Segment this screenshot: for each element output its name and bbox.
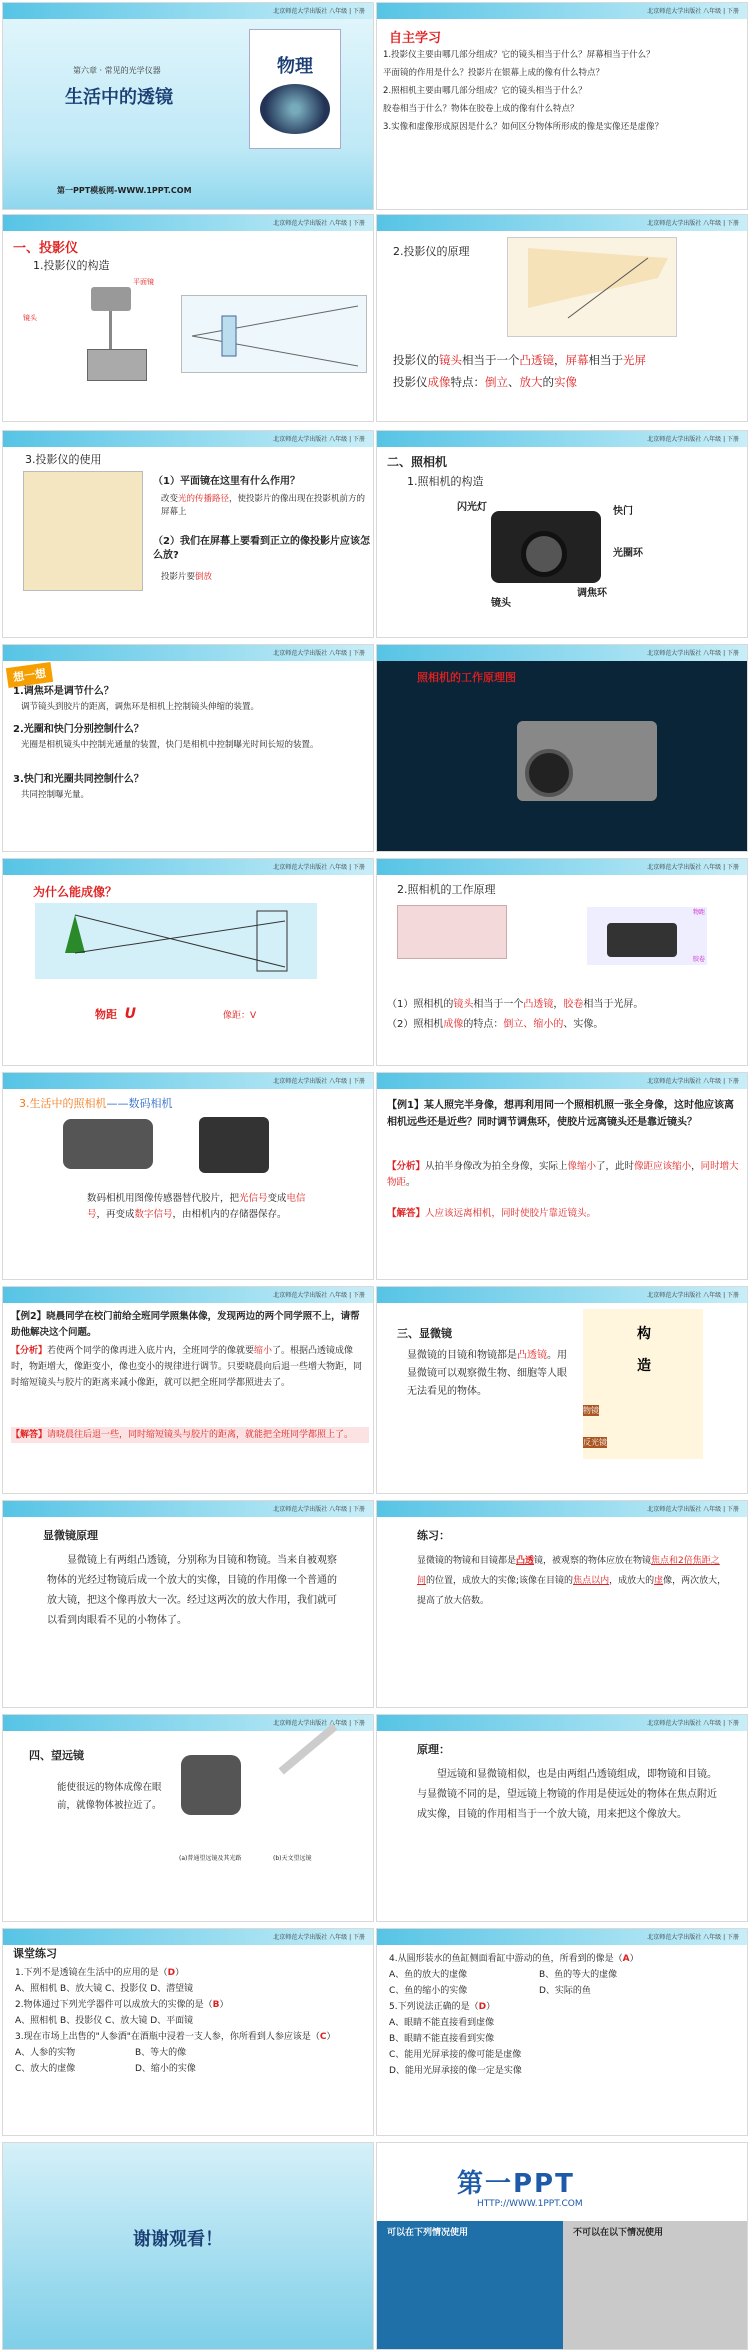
slide-header: 北京师范大学出版社 八年级 | 下册 xyxy=(273,650,365,657)
class-exercise-questions: 1.下列不是透镜在生活中的应用的是（D） A、照相机 B、放大镜 C、投影仪 D、潜望镜 2.物体通过下列光学器件可以成放大的实像的是（B） A、照相机 B、投影仪 C、放大镜 D、平面镜 3.现在市场上出售的"人参酒"在酒瓶中浸着一支人参，你所看到人参应该是（C） A、人参的实物 B、等大的像 C、放大的虚像 D、缩小的实像 xyxy=(15,1968,336,2074)
slide-telescope[interactable] xyxy=(2,1714,374,1922)
slide-camera-principle[interactable] xyxy=(376,858,748,1066)
usage-q1: （1）平面镜在这里有什么作用？ xyxy=(153,476,300,487)
digital-text: 数码相机用图像传感器替代胶片，把光信号变成电信号，再变成数字信号，由相机内的存储器保存。 xyxy=(87,1193,306,1220)
slide-class-exercise-2[interactable] xyxy=(376,1928,748,2136)
telescope-text: 能使很远的物体成像在眼前，就像物体被拉近了。 xyxy=(57,1782,162,1811)
camera-light-diagram xyxy=(397,905,507,959)
microscope-text: 显微镜的目镜和物镜都是凸透镜。用显微镜可以观察微生物、细胞等人眼无法看见的物体。 xyxy=(407,1350,567,1397)
self-study-title: 自主学习 xyxy=(389,31,442,46)
forbidden-heading: 不可以在以下情况使用 xyxy=(573,2228,664,2238)
think-q2: 2.光圈和快门分别控制什么？ xyxy=(13,724,144,735)
slide-projector-usage[interactable] xyxy=(2,430,374,638)
tag-object-distance: 物距 xyxy=(692,909,705,916)
principle-text: 投影仪的镜头相当于一个凸透镜，屏幕相当于光屏 投影仪成像特点：倒立、放大的实像 xyxy=(393,353,646,389)
exercise-title: 练习： xyxy=(417,1529,450,1542)
caption-telescope: (b)天文望远镜 xyxy=(273,1855,312,1862)
think-a3: 共同控制曝光量。 xyxy=(21,790,90,800)
brand-logo: 第一PPT xyxy=(457,2169,575,2199)
slide-camera[interactable] xyxy=(376,430,748,638)
usage-diagram xyxy=(23,471,143,591)
slide-why-image[interactable] xyxy=(2,858,374,1066)
chapter-label: 第六章 · 常见的光学仪器 xyxy=(73,66,161,75)
class-exercise-questions-2: 4.从圆形装水的鱼缸侧面看缸中游动的鱼，所看到的像是（A） A、鱼的放大的虚像 B、鱼的等大的虚像 C、鱼的缩小的实像 D、实际的鱼 5.下列说法正确的是（D） A、眼睛不能直接看到虚像 B、眼睛不能直接看到实像 C、能用光屏承接的像可能是虚像 D、能用光屏承接的像一定是实像 xyxy=(389,1954,639,2076)
label-flash: 闪光灯 xyxy=(457,502,487,513)
slide-header: 北京师范大学出版社 八年级 | 下册 xyxy=(273,436,365,443)
microscope-principle-text: 显微镜上有两组凸透镜，分别称为目镜和物镜。当来自被观察物体的光经过物镜后成一个放大的实像，目镜的作用像一个普通的放大镜，把这个像再放大一次。经过这两次的放大作用，我们就可以看到肉眼看不见的小物体了。 xyxy=(47,1555,337,1626)
tag-film: 胶卷 xyxy=(692,956,705,963)
thanks-text: 谢谢观看！ xyxy=(133,2229,223,2250)
why-diagram xyxy=(35,903,317,979)
brand-url[interactable]: HTTP://WWW.1PPT.COM xyxy=(477,2199,583,2209)
camera-principle-sub: 2.照相机的工作原理 xyxy=(397,883,496,896)
q-line: 1.投影仪主要由哪几部分组成？它的镜头相当于什么？屏幕相当于什么？ xyxy=(383,50,655,60)
slide-header: 北京师范大学出版社 八年级 | 下册 xyxy=(273,1292,365,1299)
camera-lens-image xyxy=(525,749,573,797)
class-exercise-title: 课堂练习 xyxy=(13,1947,57,1960)
usage-sub: 3.投影仪的使用 xyxy=(25,453,102,466)
slide-header: 北京师范大学出版社 八年级 | 下册 xyxy=(273,864,365,871)
slide-header: 北京师范大学出版社 八年级 | 下册 xyxy=(647,1720,739,1727)
microscope-image xyxy=(583,1309,703,1459)
camera-image xyxy=(517,721,657,801)
slide-header: 北京师范大学出版社 八年级 | 下册 xyxy=(273,1720,365,1727)
usage-a2: 投影片要倒放 xyxy=(161,572,213,582)
slide-header: 北京师范大学出版社 八年级 | 下册 xyxy=(647,1506,739,1513)
slide-class-exercise[interactable] xyxy=(2,1928,374,2136)
example1-question: 【例1】某人照完半身像，想再利用同一个照相机照一张全身像，这时他应该离相机远些还是近些？同时调节调焦环，使胶片远离镜头还是靠近镜头？ xyxy=(387,1100,734,1128)
telescope-principle-title: 原理： xyxy=(417,1743,450,1756)
slide-header: 北京师范大学出版社 八年级 | 下册 xyxy=(273,220,365,227)
slide-projector-principle[interactable] xyxy=(376,214,748,422)
example2-answer: 【解答】请晓晨往后退一些，同时缩短镜头与胶片的距离，就能把全班同学都照上了。 xyxy=(11,1427,369,1443)
light-path-diagram xyxy=(182,296,368,374)
slide-example2[interactable] xyxy=(2,1286,374,1494)
think-q1: 1.调焦环是调节什么？ xyxy=(13,686,114,697)
microscope-title: 三、显微镜 xyxy=(397,1327,452,1340)
projector-sub: 1.投影仪的构造 xyxy=(33,259,110,272)
q-line: 平面镜的作用是什么？投影片在银幕上成的像有什么特点？ xyxy=(383,68,605,78)
label-focus-ring: 调焦环 xyxy=(577,588,607,599)
slide-self-study[interactable] xyxy=(376,2,748,210)
cover-title: 生活中的透镜 xyxy=(65,87,173,108)
principle-diagram xyxy=(507,237,677,337)
camera-photo-body xyxy=(607,923,677,957)
projector-title: 一、投影仪 xyxy=(13,241,79,256)
usage-q2: （2）我们在屏幕上要看到正立的像投影片应该怎么放? xyxy=(153,536,370,561)
camcorder-image xyxy=(63,1119,153,1169)
slide-digital-camera[interactable] xyxy=(2,1072,374,1280)
slide-header: 北京师范大学出版社 八年级 | 下册 xyxy=(273,1078,365,1085)
projection-light-diagram xyxy=(508,238,678,338)
q-line: 3.实像和虚像形成原因是什么？如何区分物体所形成的像是实像还是虚像？ xyxy=(383,122,664,132)
camera-labeled-photo xyxy=(587,907,707,965)
label-shutter: 快门 xyxy=(613,506,633,517)
slide-example1[interactable] xyxy=(376,1072,748,1280)
label-structure-1: 构 xyxy=(637,1326,651,1342)
projector-head xyxy=(91,287,131,311)
slide-header: 北京师范大学出版社 八年级 | 下册 xyxy=(647,436,739,443)
self-study-list xyxy=(383,49,743,134)
book-title: 物理 xyxy=(277,56,313,77)
pinhole-diagram xyxy=(35,903,317,979)
slide-telescope-principle[interactable] xyxy=(376,1714,748,1922)
book-image xyxy=(260,84,330,134)
camera-title: 二、照相机 xyxy=(387,455,448,469)
think-a1: 调节镜头到胶片的距离，调焦环是相机上控制镜头伸缩的装置。 xyxy=(21,702,260,712)
slide-header: 北京师范大学出版社 八年级 | 下册 xyxy=(647,864,739,871)
exercise-text: 显微镜的物镜和目镜都是凸透镜，被观察的物体应放在物镜焦点和2倍焦距之间的位置，成放大的实像;该像在目镜的焦点以内，成放大的虚像，两次放大，提高了放大倍数。 xyxy=(417,1556,727,1606)
usage-forbidden xyxy=(563,2221,748,2350)
slide-header: 北京师范大学出版社 八年级 | 下册 xyxy=(647,1078,739,1085)
slide-camera-principle-diagram[interactable] xyxy=(376,644,748,852)
projector-diagram xyxy=(181,295,367,373)
slide-header: 北京师范大学出版社 八年级 | 下册 xyxy=(647,650,739,657)
usage-a1: 改变光的传播路径，使投影片的像出现在投影机前方的屏幕上 xyxy=(161,494,366,517)
binoculars-image xyxy=(181,1755,241,1815)
example1-analysis: 【分析】从拍半身像改为拍全身像，实际上像缩小了，此时像距应该缩小，同时增大物距。 xyxy=(387,1161,739,1188)
slide-think[interactable] xyxy=(2,644,374,852)
slide-projector[interactable] xyxy=(2,214,374,422)
label-reflector: 反光镜 xyxy=(583,1438,607,1447)
example1-answer: 【解答】人应该远离相机，同时使胶片靠近镜头。 xyxy=(387,1208,597,1219)
example2-analysis: 【分析】若使两个同学的像再进入底片内，全班同学的像就要缩小了。根据凸透镜成像时，物距增大，像距变小，像也变小的规律进行调节。只要晓晨向后退一些增大物距，同时缩短镜头与胶片的距离来减小像距，就可以把全班同学都照进去了。 xyxy=(11,1346,363,1388)
slide-exercise[interactable] xyxy=(376,1500,748,1708)
astronomical-telescope-image xyxy=(279,1723,338,1774)
slide-header: 北京师范大学出版社 八年级 | 下册 xyxy=(273,8,365,15)
lens-label: 镜头 xyxy=(23,314,37,322)
q-line: 胶卷相当于什么？物体在胶卷上成的像有什么特点？ xyxy=(383,104,579,114)
object-distance-label: 物距 U xyxy=(95,1006,137,1022)
telescope-title: 四、望远镜 xyxy=(29,1749,84,1762)
diagram-title: 照相机的工作原理图 xyxy=(417,671,516,684)
digital-sub: 3.生活中的照相机——数码相机 xyxy=(19,1097,173,1110)
label-structure-2: 造 xyxy=(637,1358,651,1374)
camera-principle-text: （1）照相机的镜头相当于一个凸透镜，胶卷相当于光屏。 （2）照相机成像的特点：倒立、缩小的、实像。 xyxy=(387,999,644,1030)
textbook-cover xyxy=(249,29,341,149)
camera-lens xyxy=(521,531,567,577)
slide-header: 北京师范大学出版社 八年级 | 下册 xyxy=(647,1292,739,1299)
example2-question: 【例2】晓晨同学在校门前给全班同学照集体像，发现两边的两个同学照不上，请帮助他解决这个问题。 xyxy=(11,1311,360,1338)
slide-header: 北京师范大学出版社 八年级 | 下册 xyxy=(273,1506,365,1513)
projector-base xyxy=(87,349,147,381)
usage-allowed xyxy=(377,2221,563,2350)
cover-footer: 第一PPT模板网-WWW.1PPT.COM xyxy=(57,186,192,195)
camera-sub: 1.照相机的构造 xyxy=(407,475,484,488)
allowed-heading: 可以在下列情况使用 xyxy=(387,2228,469,2238)
caption-binoculars: (a)普通望远镜及其光路 xyxy=(179,1855,242,1862)
principle-sub: 2.投影仪的原理 xyxy=(393,245,470,258)
label-objective: 物镜 xyxy=(583,1406,599,1415)
mirror-label: 平面镜 xyxy=(133,278,154,286)
slide-header: 北京师范大学出版社 八年级 | 下册 xyxy=(647,1934,739,1941)
slide-header: 北京师范大学出版社 八年级 | 下册 xyxy=(647,220,739,227)
slide-thanks[interactable] xyxy=(2,2142,374,2350)
q-line: 2.照相机主要由哪几部分组成？它的镜头相当于什么？ xyxy=(383,86,587,96)
label-lens: 镜头 xyxy=(491,598,511,609)
image-distance-label: 像距：V xyxy=(223,1011,257,1021)
projector-arm xyxy=(109,311,112,351)
slide-microscope-principle[interactable] xyxy=(2,1500,374,1708)
label-aperture-ring: 光圈环 xyxy=(613,548,643,559)
why-title: 为什么能成像？ xyxy=(33,885,118,899)
think-q3: 3.快门和光圈共同控制什么？ xyxy=(13,774,144,785)
slide-brand[interactable] xyxy=(376,2142,748,2350)
telescope-principle-text: 望远镜和显微镜相似，也是由两组凸透镜组成，即物镜和目镜。与显微镜不同的是，望远镜上物镜的作用是使远处的物体在焦点附近成实像，目镜的作用相当于一个放大镜，用来把这个像放大。 xyxy=(417,1769,717,1820)
microscope-principle-title: 显微镜原理 xyxy=(43,1529,98,1542)
slide-header: 北京师范大学出版社 八年级 | 下册 xyxy=(273,1934,365,1941)
camera-body xyxy=(491,511,601,583)
slide-cover[interactable] xyxy=(2,2,374,210)
digital-camera-image xyxy=(199,1117,269,1173)
think-a2: 光圈是相机镜头中控制光通量的装置，快门是相机中控制曝光时间长短的装置。 xyxy=(21,740,319,750)
think-badge: 想一想 xyxy=(6,662,53,688)
slide-microscope[interactable] xyxy=(376,1286,748,1494)
slide-header: 北京师范大学出版社 八年级 | 下册 xyxy=(647,8,739,15)
